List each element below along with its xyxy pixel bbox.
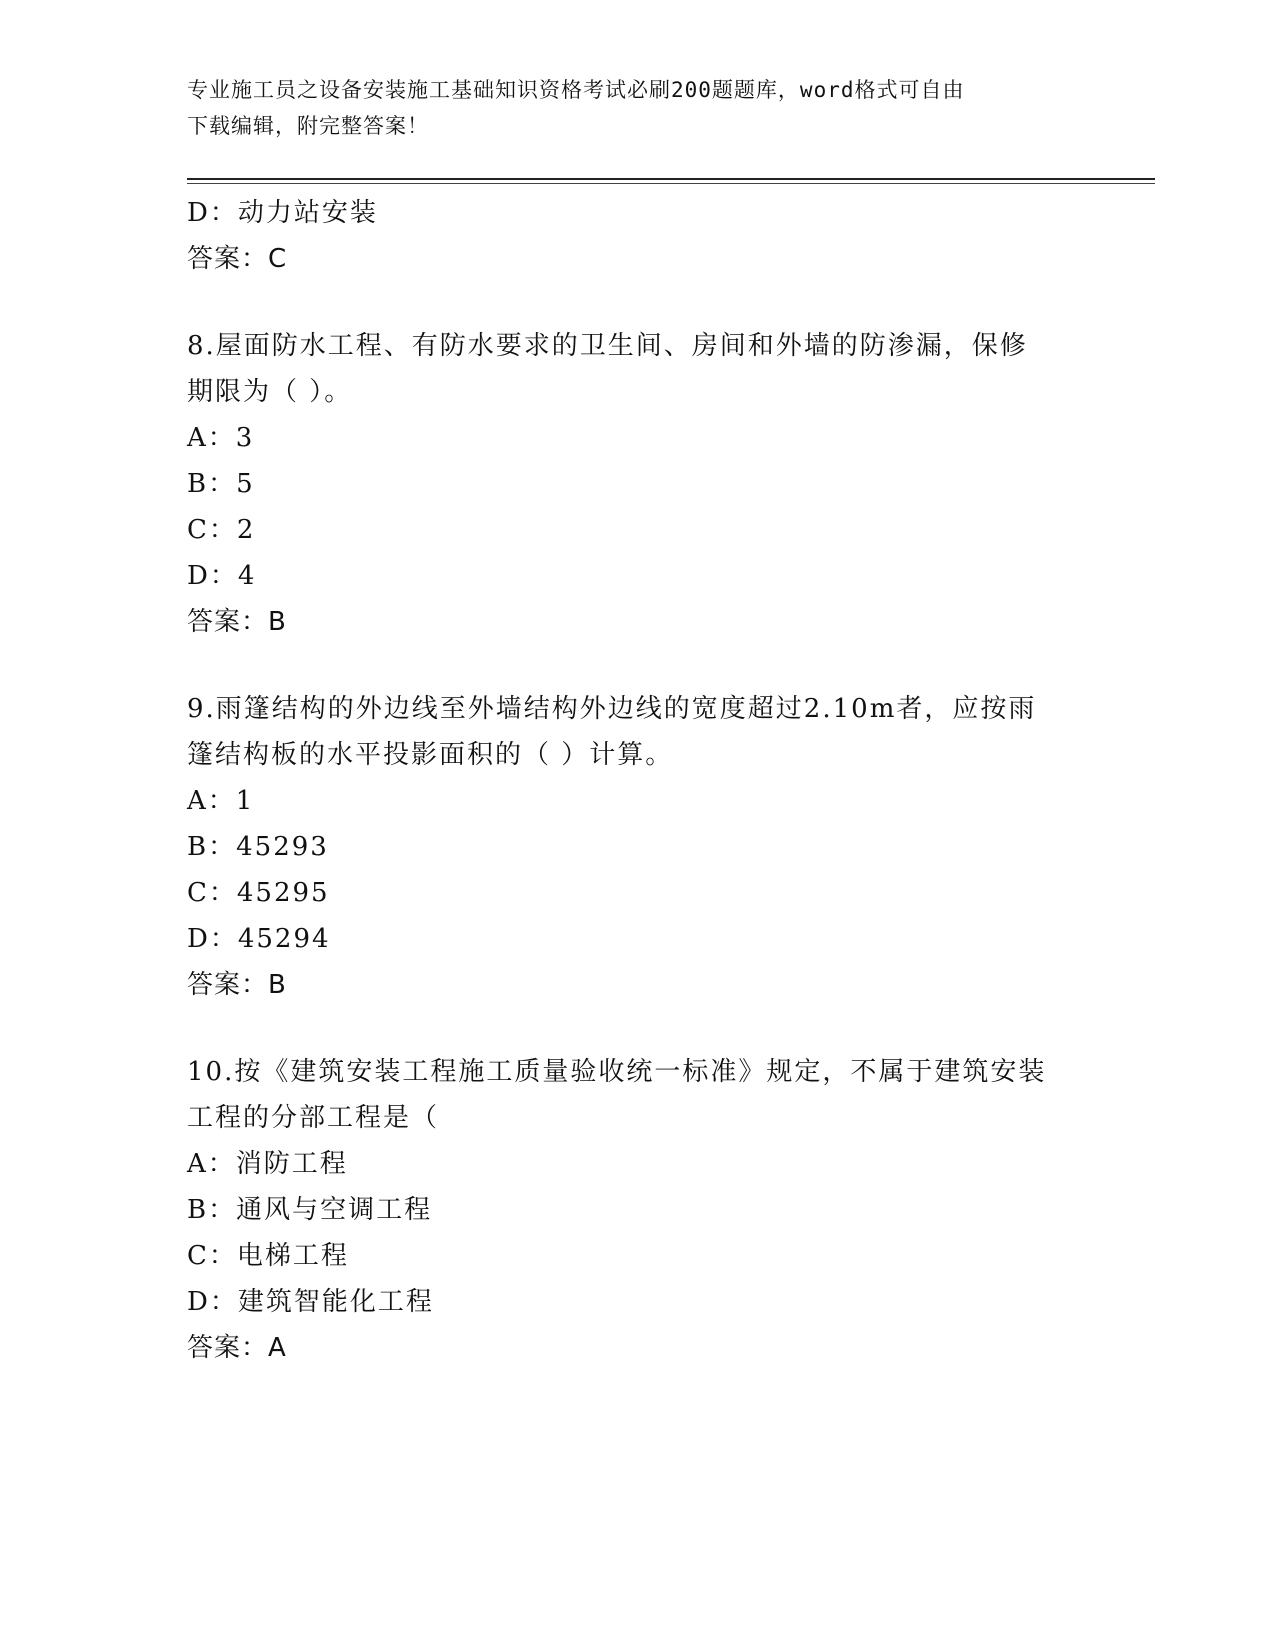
question-10 <box>187 1049 1087 1371</box>
option-a: A：消防工程 <box>187 1149 348 1179</box>
option-d: D：45294 <box>187 924 331 954</box>
question-stem-line-2: 篷结构板的水平投影面积的（ ）计算。 <box>187 740 674 770</box>
option-b: B：通风与空调工程 <box>187 1195 433 1225</box>
question-stem-line-1: 8.屋面防水工程、有防水要求的卫生间、房间和外墙的防渗漏，保修 <box>187 331 1028 361</box>
option-a: A：1 <box>187 786 255 816</box>
document-header <box>187 72 1087 144</box>
option-d: D：动力站安装 <box>187 198 378 228</box>
answer-line: 答案：C <box>187 244 288 274</box>
question-8 <box>187 323 1087 645</box>
option-b: B：45293 <box>187 832 329 862</box>
answer-line: 答案：B <box>187 970 287 1000</box>
option-c: C：电梯工程 <box>187 1241 349 1271</box>
document-body <box>187 190 1087 1371</box>
option-c: C：2 <box>187 515 256 545</box>
question-stem-line-1: 9.雨篷结构的外边线至外墙结构外边线的宽度超过2.10m者，应按雨 <box>187 694 1037 724</box>
option-d: D：4 <box>187 561 257 591</box>
header-divider-thick <box>187 178 1155 180</box>
option-c: C：45295 <box>187 878 330 908</box>
header-line-2: 下载编辑，附完整答案！ <box>187 114 429 138</box>
answer-line: 答案：B <box>187 607 287 637</box>
option-a: A：3 <box>187 423 255 453</box>
header-divider-thin <box>187 183 1155 184</box>
question-stem-line-2: 工程的分部工程是（ <box>187 1103 440 1133</box>
spacer <box>187 1008 1087 1049</box>
question-stem-line-2: 期限为（ ）。 <box>187 377 353 407</box>
spacer <box>187 645 1087 686</box>
question-7-tail <box>187 190 1087 282</box>
option-d: D：建筑智能化工程 <box>187 1287 434 1317</box>
spacer <box>187 282 1087 323</box>
option-b: B：5 <box>187 469 255 499</box>
question-9 <box>187 686 1087 1008</box>
answer-line: 答案：A <box>187 1333 287 1363</box>
question-stem-line-1: 10.按《建筑安装工程施工质量验收统一标准》规定，不属于建筑安装 <box>187 1057 1047 1087</box>
header-line-1: 专业施工员之设备安装施工基础知识资格考试必刷200题题库，word格式可自由 <box>187 78 965 102</box>
